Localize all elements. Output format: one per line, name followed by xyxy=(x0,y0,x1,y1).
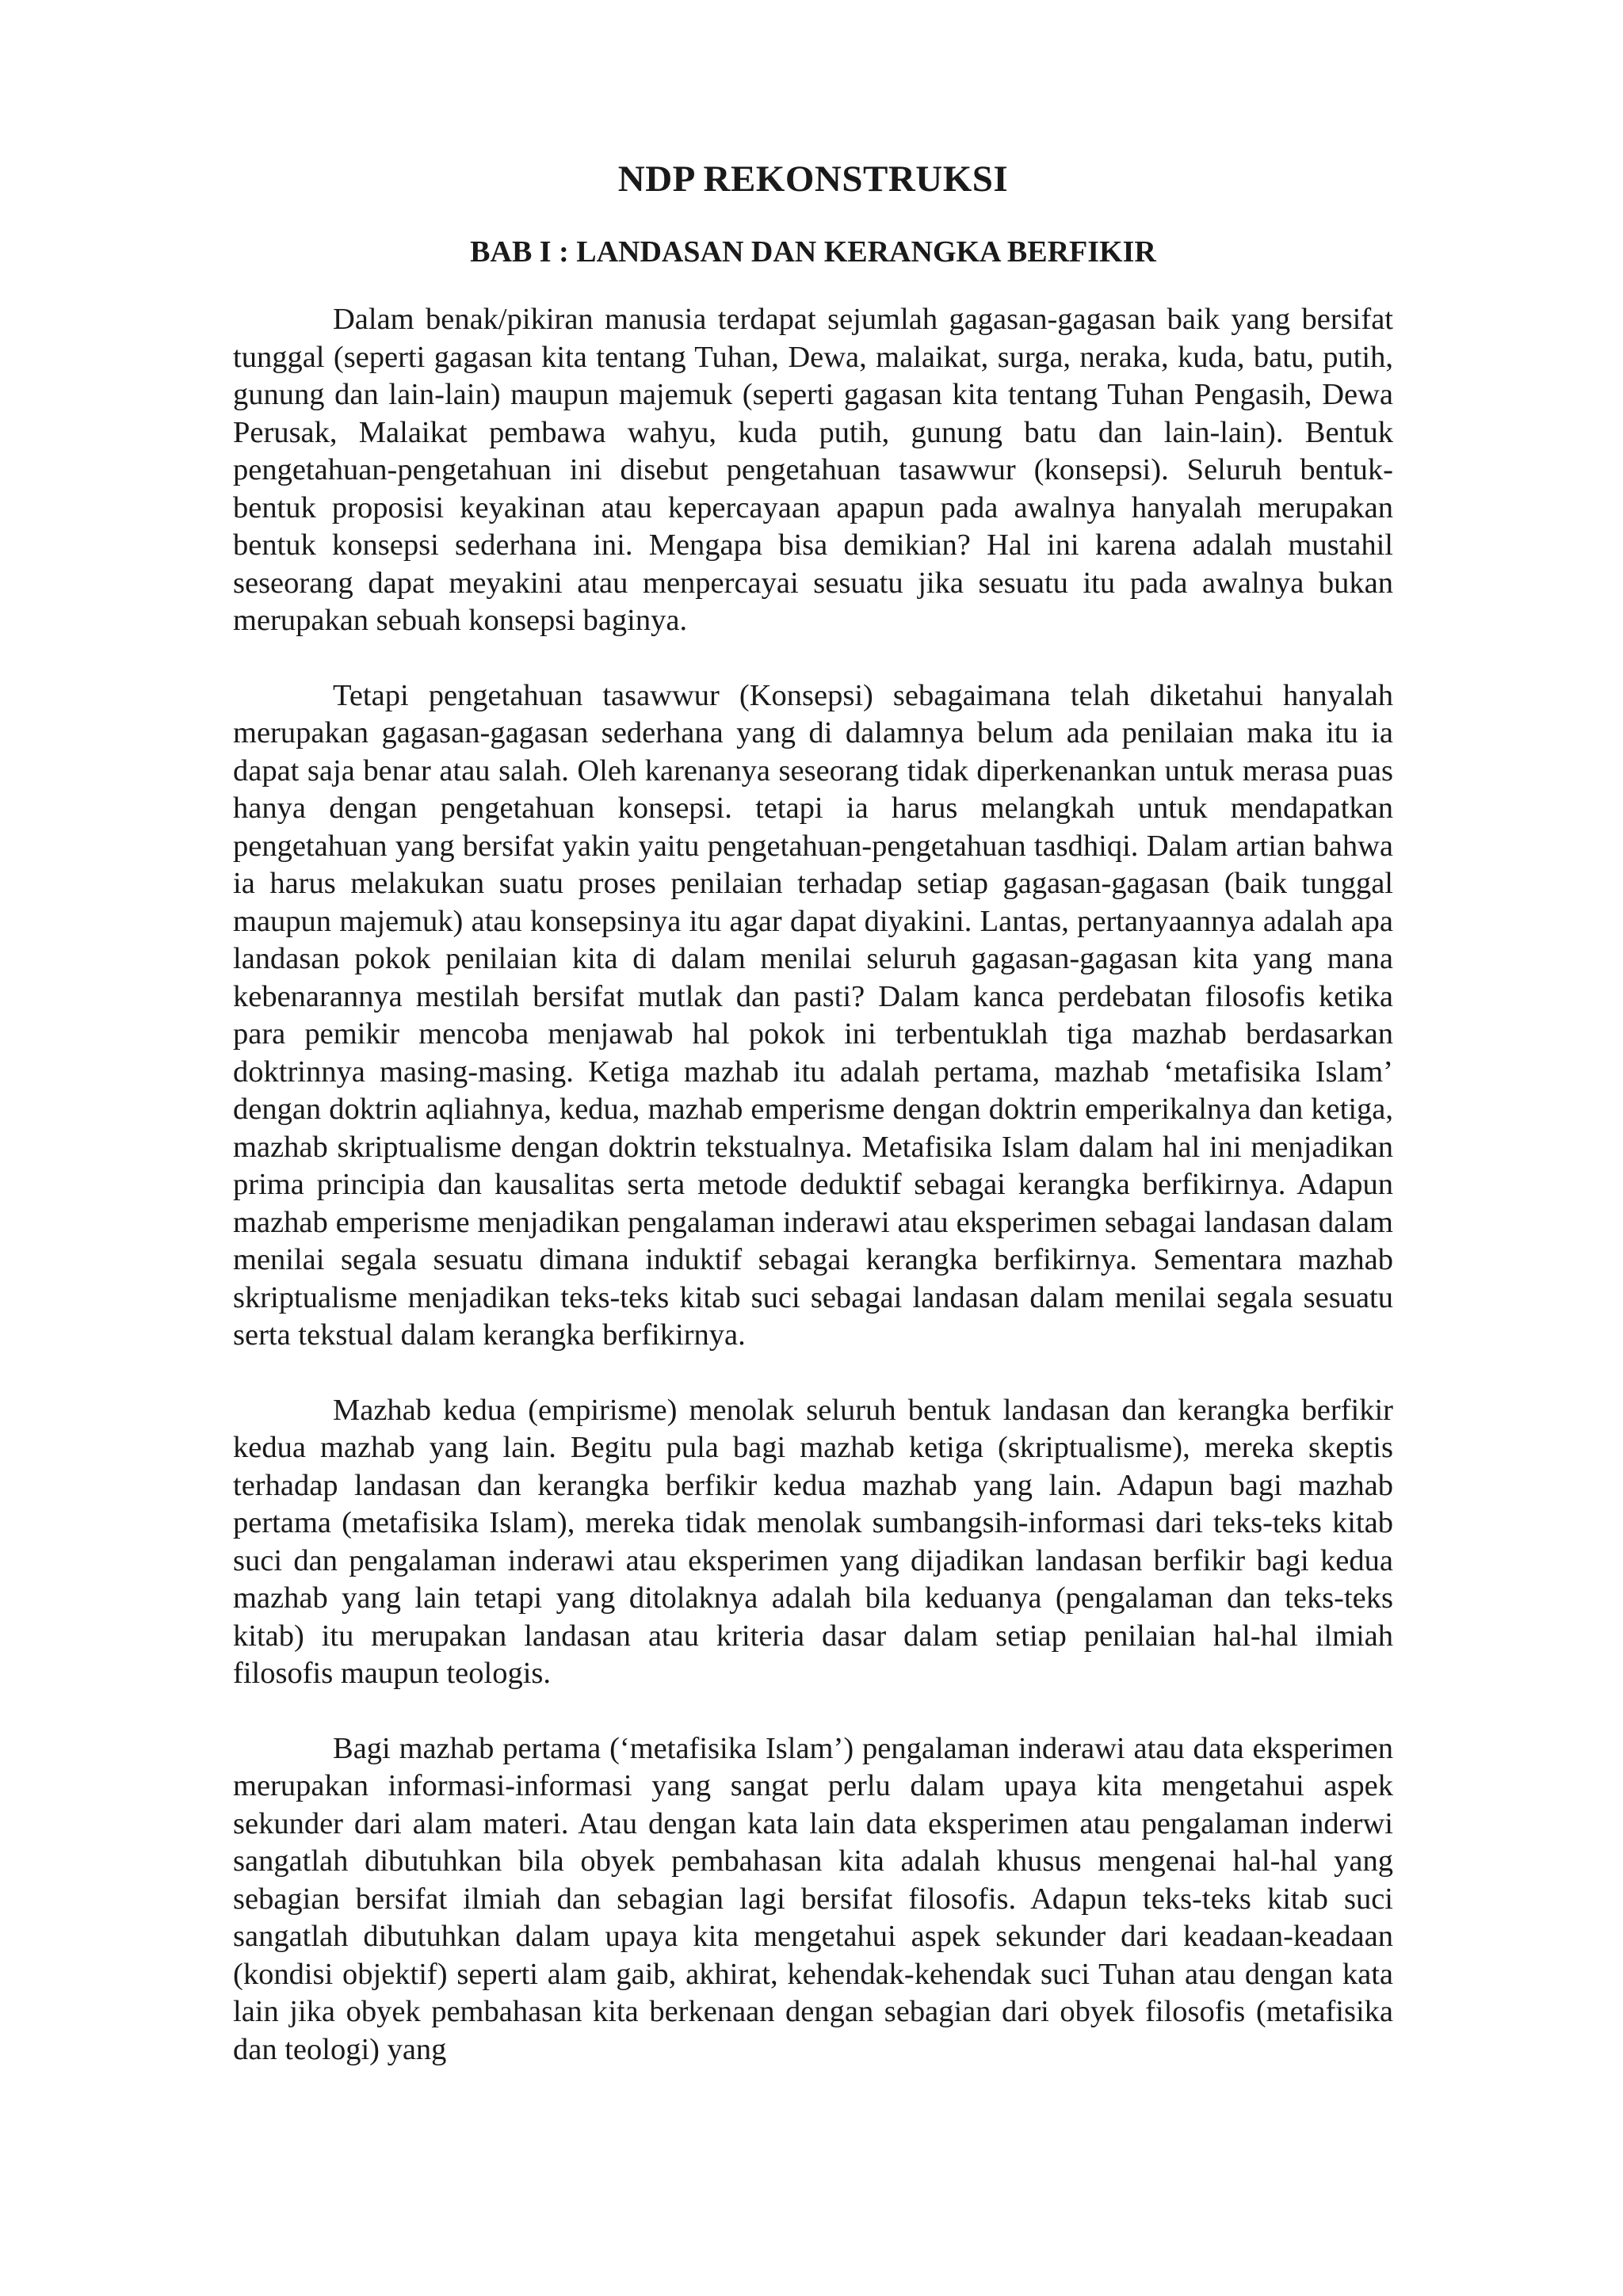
document-body xyxy=(233,155,1393,2069)
chapter-heading: BAB I : LANDASAN DAN KERANGKA BERFIKIR xyxy=(470,235,1156,269)
paragraph-4: Bagi mazhab pertama (‘metafisika Islam’) pengalaman inderawi atau data eksperimen merupakan informasi-informasi yang sangat perlu dalam upaya kita mengetahui aspek sekunder dari alam materi. Atau dengan kata lain data eksperimen atau pengalaman inderwi sangatlah dibutuhkan bila obyek pembahasan kita adalah khusus mengenai hal-hal yang sebagian bersifat ilmiah dan sebagian lagi bersifat filosofis. Adapun teks-teks kitab suci sangatlah dibutuhkan dalam upaya kita mengetahui aspek sekunder dari keadaan-keadaan (kondisi objektif) seperti alam gaib, akhirat, kehendak-kehendak suci Tuhan atau dengan kata lain jika obyek pembahasan kita berkenaan dengan sebagian dari obyek filosofis (metafisika dan teologi) yang xyxy=(233,1731,1393,2066)
paragraph-3: Mazhab kedua (empirisme) menolak seluruh bentuk landasan dan kerangka berfikir kedua mazhab yang lain. Begitu pula bagi mazhab ketiga (skriptualisme), mereka skeptis terhadap landasan dan kerangka berfikir kedua mazhab yang lain. Adapun bagi mazhab pertama (metafisika Islam), mereka tidak menolak sumbangsih-informasi dari teks-teks kitab suci dan pengalaman inderawi atau eksperimen yang dijadikan landasan berfikir bagi kedua mazhab yang lain tetapi yang ditolaknya adalah bila keduanya (pengalaman dan teks-teks kitab) itu merupakan landasan atau kriteria dasar dalam setiap penilaian hal-hal ilmiah filosofis maupun teologis. xyxy=(233,1393,1393,1690)
paragraph-1: Dalam benak/pikiran manusia terdapat sejumlah gagasan-gagasan baik yang bersifat tunggal (seperti gagasan kita tentang Tuhan, Dewa, malaikat, surga, neraka, kuda, batu, putih, gunung dan lain-lain) maupun majemuk (seperti gagasan kita tentang Tuhan Pengasih, Dewa Perusak, Malaikat pembawa wahyu, kuda putih, gunung batu dan lain-lain). Bentuk pengetahuan-pengetahuan ini disebut pengetahuan tasawwur (konsepsi). Seluruh bentuk-bentuk proposisi keyakinan atau kepercayaan apapun pada awalnya hanyalah merupakan bentuk konsepsi sederhana ini. Mengapa bisa demikian? Hal ini karena adalah mustahil seseorang dapat meyakini atau menpercayai sesuatu jika sesuatu itu pada awalnya bukan merupakan sebuah konsepsi baginya. xyxy=(233,303,1393,637)
paragraph-2: Tetapi pengetahuan tasawwur (Konsepsi) sebagaimana telah diketahui hanyalah merupakan gagasan-gagasan sederhana yang di dalamnya belum ada penilaian maka itu ia dapat saja benar atau salah. Oleh karenanya seseorang tidak diperkenankan untuk merasa puas hanya dengan pengetahuan konsepsi. tetapi ia harus melangkah untuk mendapatkan pengetahuan yang bersifat yakin yaitu pengetahuan-pengetahuan tasdhiqi. Dalam artian bahwa ia harus melakukan suatu proses penilaian terhadap setiap gagasan-gagasan (baik tunggal maupun majemuk) atau konsepsinya itu agar dapat diyakini. Lantas, pertanyaannya adalah apa landasan pokok penilaian kita di dalam menilai seluruh gagasan-gagasan kita yang mana kebenarannya mestilah bersifat mutlak dan pasti? Dalam kanca perdebatan filosofis ketika para pemikir mencoba menjawab hal pokok ini terbentuklah tiga mazhab berdasarkan doktrinnya masing-masing. Ketiga mazhab itu adalah pertama, mazhab ‘metafisika Islam’ dengan doktrin aqliahnya, kedua, mazhab emperisme dengan doktrin emperikalnya dan ketiga, mazhab skriptualisme dengan doktrin tekstualnya. Metafisika Islam dalam hal ini menjadikan prima principia dan kausalitas serta metode deduktif sebagai kerangka berfikirnya. Adapun mazhab emperisme menjadikan pengalaman inderawi atau eksperimen sebagai landasan dalam menilai segala sesuatu dimana induktif sebagai kerangka berfikirnya. Sementara mazhab skriptualisme menjadikan teks-teks kitab suci sebagai landasan dalam menilai segala sesuatu serta tekstual dalam kerangka berfikirnya. xyxy=(233,678,1393,1352)
document-title: NDP REKONSTRUKSI xyxy=(617,158,1009,200)
